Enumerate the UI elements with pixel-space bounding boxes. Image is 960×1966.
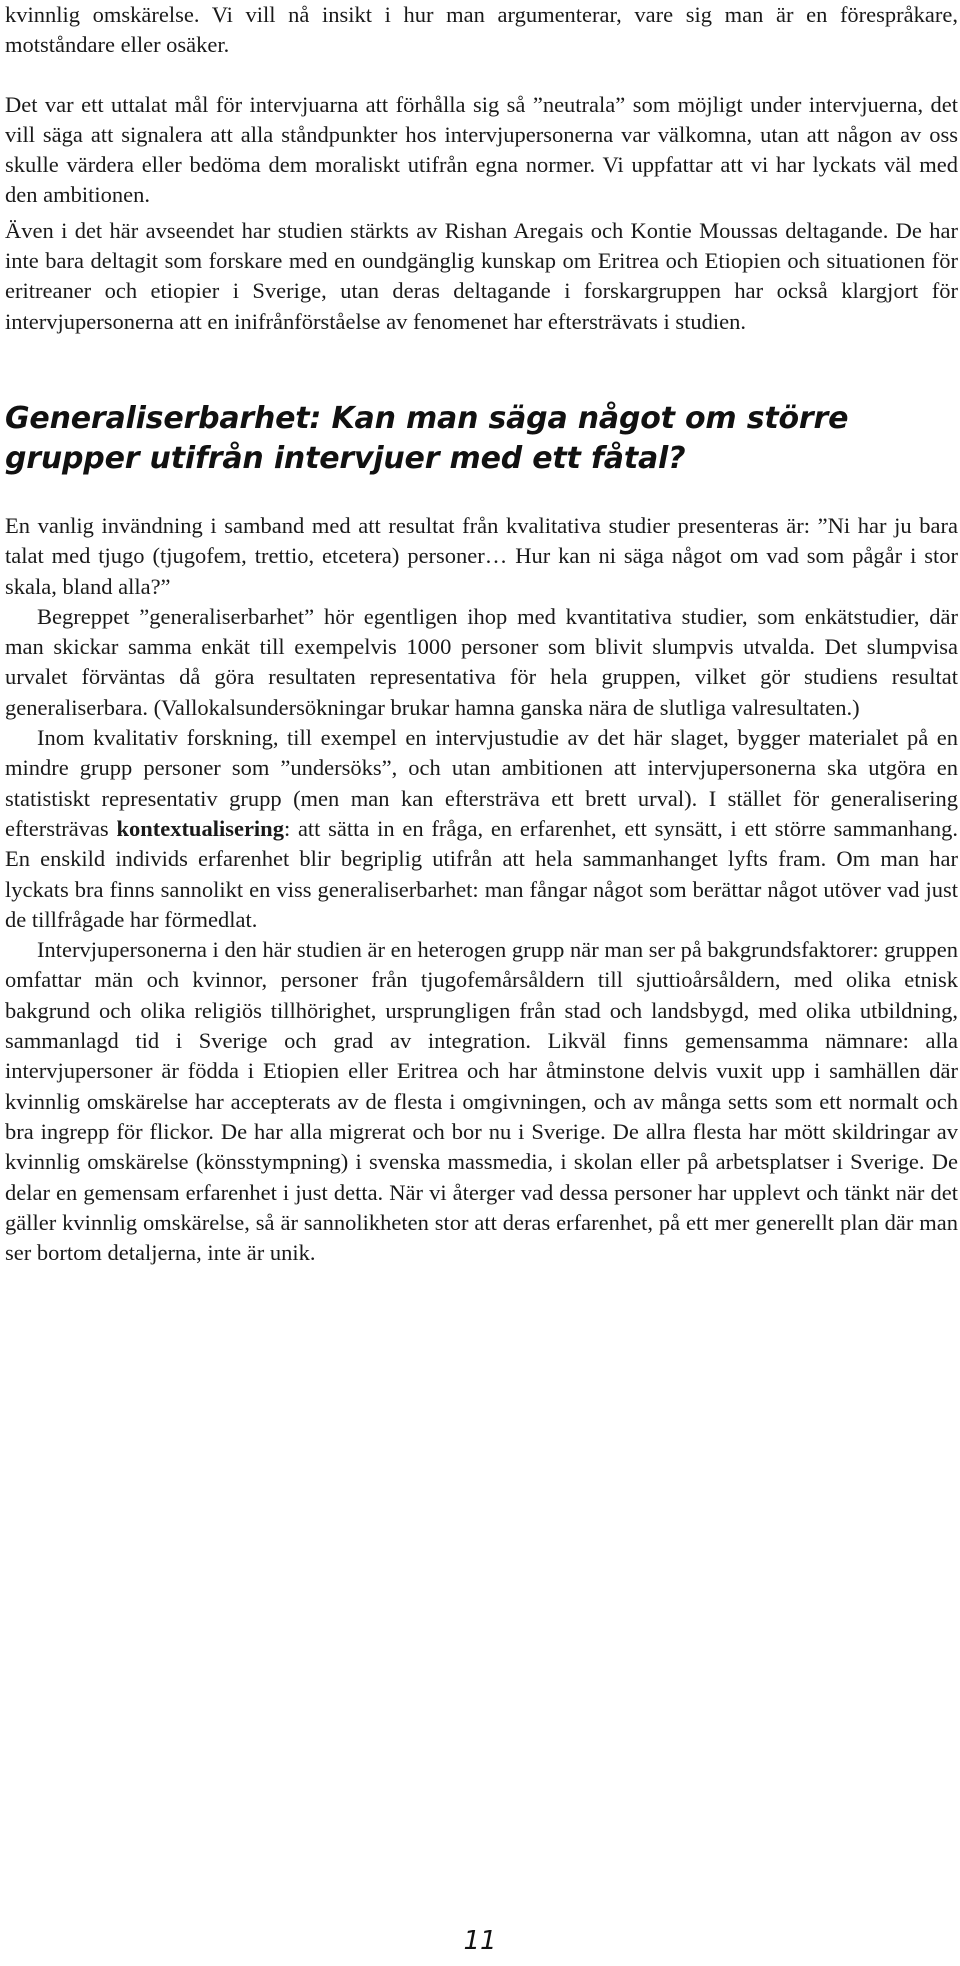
paragraph-contextualization <box>5 723 958 935</box>
paragraph-objection: En vanlig invändning i samband med att resultat från kvalitativa studier presenteras är: ”Ni har ju bara talat med tjugo (tjugofem, trettio, etcetera) personer… Hur kan ni säga något om vad som pågår i stor skala, bland alla?” <box>5 512 958 599</box>
paragraph-coresearchers: Även i det här avseendet har studien stärkts av Rishan Aregais och Kontie Moussas deltagande. De har inte bara deltagit som forskare med en oundgänglig kunskap om Eritrea och Etiopien och situationen för eritreaner och etiopier i Sverige, utan deras deltagande i forskargruppen har också klargjort för intervjupersonerna att en inifrånförståelse av fenomenet har eftersträvats i studien. <box>5 217 958 334</box>
bold-term: kontextualisering <box>116 815 284 841</box>
paragraph-text: Inom kvalitativ forskning, till exempel en intervjustudie av det här slaget, bygger materialet på en mindre grupp personer som ”undersöks”, och utan ambitionen att intervjupersonerna ska utgöra en statistiskt representativ grupp (men man kan eftersträva ett brett urval). I stället för generalisering eftersträvas <box>5 725 958 841</box>
paragraph-neutrality: Det var ett uttalat mål för intervjuarna att förhålla sig så ”neutrala” som möjligt under intervjuerna, det vill säga att signalera att alla ståndpunkter hos intervjupersonerna var välkomna, utan att någon av oss skulle värdera eller bedöma dem moraliskt utifrån egna normer. Vi uppfattar att vi har lyckats väl med den ambitionen. <box>5 91 958 208</box>
paragraph-continuation: kvinnlig omskärelse. Vi vill nå insikt i hur man argumenterar, vare sig man är en förespråkare, motståndare eller osäker. <box>5 2 958 58</box>
document-page <box>5 0 958 1268</box>
page-number: 11 <box>463 1926 497 1956</box>
paragraph-generalizability: Begreppet ”generaliserbarhet” hör egentligen ihop med kvantitativa studier, som enkätstudier, där man skickar samma enkät till exempelvis 1000 personer som blivit slumpvis utvalda. Det slumpvisa urvalet förväntas då göra resultaten representativa för hela gruppen, vilket gör studiens resultat generaliserbara. (Vallokalsundersökningar brukar hamna ganska nära de slutliga valresultaten.) <box>5 603 958 720</box>
paragraph-interviewees: Intervjupersonerna i den här studien är en heterogen grupp när man ser på bakgrundsfaktorer: gruppen omfattar män och kvinnor, personer från tjugofemårsåldern till sjuttioårsåldern, med olika etnisk bakgrund och olika religiös tillhörighet, ursprungligen från stad och landsbygd, med olika utbildning, sammanlagd tid i Sverige och grad av integration. Likväl finns gemensamma nämnare: alla intervjupersoner är födda i Etiopien eller Eritrea och har åtminstone delvis vuxit upp i samhällen där kvinnlig omskärelse har accepterats av de flesta i omgivningen, och av många setts som ett normalt och bra ingrepp för flickor. De har alla migrerat och bor nu i Sverige. De allra flesta har mött skildringar av kvinnlig omskärelse (könsstympning) i svenska massmedia, i skolan eller på arbetsplatser i Sverige. De delar en gemensam erfarenhet i just detta. När vi återger vad dessa personer har upplevt och tänkt när det gäller kvinnlig omskärelse, så är sannolikheten stor att deras erfarenhet, på ett mer generellt plan där man ser bortom detaljerna, inte är unik. <box>5 937 958 1266</box>
paragraph-text: : att sätta in en fråga, en erfarenhet, ett synsätt, i ett större sammanhang. En enskild individs erfarenhet blir begriplig utifrån att hela sammanhanget lyfts fram. Om man har lyckats bra finns sannolikt en viss generaliserbarhet: man fångar något som berättar något utöver vad just de tillfrågade har förmedlat. <box>5 815 958 932</box>
section-heading: Generaliserbarhet: Kan man säga något om större grupper utifrån intervjuer med ett fåtal? <box>5 400 849 476</box>
